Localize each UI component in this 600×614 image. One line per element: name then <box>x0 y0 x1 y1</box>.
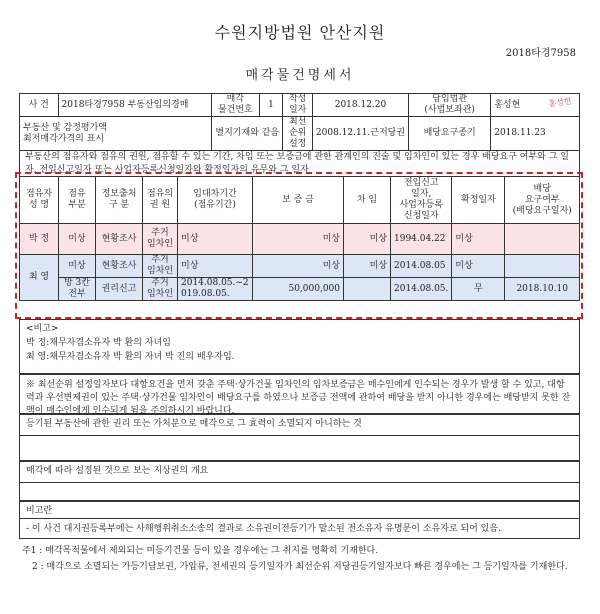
written-label: 작성 일자 <box>283 94 313 117</box>
info-source: 현황조사 <box>96 224 143 255</box>
table-row <box>20 255 580 278</box>
deadline-label: 배당요구종기 <box>409 117 491 151</box>
footnote-1: 주1 : 매각목적물에서 제외되는 미등기건물 등이 있을 경우에는 그 취지를 명확히 기재한다. <box>22 546 379 556</box>
occupancy-table <box>19 176 580 301</box>
rent <box>344 278 391 301</box>
occupancy-notice: 부동산의 점유자와 점유의 권원, 점유할 수 있는 기간, 차임 또는 보증금에 관한 관계인의 진술 및 임차인이 있는 경우 배당요구 여부와 그 일자, 전입신고일자 또는 사업자등록신청일자와 확정일자의 유무와 그 일자 <box>19 149 580 176</box>
dividend-claim: 2018.10.10 <box>505 278 580 301</box>
remarks-line-1: 박 정:채무자겸소유자 박 환의 자녀임 <box>26 338 171 348</box>
rent: 미상 <box>344 255 391 278</box>
info-source: 현황조사 <box>96 255 143 278</box>
info-source: 권리신고 <box>96 278 143 301</box>
col-header-move-in: 전입신고 일자, 사업자등록 신청일자 <box>391 177 452 224</box>
written-date: 2018.12.20 <box>312 94 408 117</box>
rent: 미상 <box>344 224 391 255</box>
etc-section <box>19 501 580 539</box>
occupancy-title: 주거 임차인 <box>143 255 178 278</box>
col-header-part: 점유 부분 <box>59 177 96 224</box>
item-no: 1 <box>259 94 283 117</box>
dividend-claim <box>505 224 580 255</box>
lease-period: 2014.08.05.~2 019.08.05. <box>178 278 253 301</box>
registered-rights-section <box>19 414 580 461</box>
move-in-date: 1994.04.22 <box>391 224 452 255</box>
occupant-name: 최 영 <box>20 255 59 301</box>
senior-label: 최선순위 설정 <box>283 117 313 151</box>
col-header-deposit: 보 증 금 <box>253 177 344 224</box>
lease-period: 미상 <box>178 255 253 278</box>
seal-text: 홍성현 <box>547 96 573 109</box>
deadline-value: 2018.11.23 <box>491 117 580 151</box>
occupancy-title: 주거 임차인 <box>143 278 178 301</box>
col-header-fixed-date: 확정일자 <box>452 177 505 224</box>
warning-section: ※ 최선순위 설정일자보다 대항요건을 먼저 갖춘 주택·상가건물 임차인의 임차보증금은 매수인에게 인수되는 경우가 발생 할 수 있고, 대항력과 우선변제권이 있는 주택·상가건물 임차인이 배당요구를 하였으나 보증금 전액에 관하여 배당을 받지 아니한 경우에는 배당받지 못한 잔액이 매수인에게 인수되게 됨을 주의하시기 바랍니다. <box>19 374 580 414</box>
case-number: 2018타경7958 <box>505 48 576 59</box>
col-header-title: 점유의 권 원 <box>143 177 178 224</box>
table-row <box>20 278 580 301</box>
deposit: 미상 <box>253 224 344 255</box>
judge-label: 담임법관 (사법보좌관) <box>409 94 491 117</box>
occupied-part: 미상 <box>59 224 96 255</box>
col-header-rent: 차 임 <box>344 177 391 224</box>
divider <box>20 482 579 483</box>
superficies-label: 매각에 따라 설정된 것으로 보는 지상권의 개요 <box>26 466 209 476</box>
dividend-claim <box>505 255 580 278</box>
registered-rights-label: 등기된 부동산에 관한 권리 또는 가처분으로 매각으로 그 효력이 소멸되지 아니하는 것 <box>26 419 362 429</box>
deposit: 50,000,000 <box>253 278 344 301</box>
move-in-date: 2014.08.05 <box>391 255 452 278</box>
etc-text: - 이 사건 대지권등록부에는 사해행위취소소송의 결과로 소유권이전등기가 말소된 전소유자 유명문이 소유자로 되어 있음. <box>26 524 501 534</box>
superficies-section <box>19 461 580 501</box>
document-title: 매각물건명세서 <box>245 68 355 83</box>
occupancy-title: 주거 임차인 <box>143 224 178 255</box>
case-value: 2018타경7958 부동산임의경매 <box>58 94 212 117</box>
remarks-section <box>19 319 580 374</box>
col-header-period: 임대차기간 (점유기간) <box>178 177 253 224</box>
property-label: 부동산 및 감정평가액 최저매각가격의 표시 <box>20 117 212 151</box>
property-value: 별지기재와 같음 <box>212 117 283 151</box>
col-header-claim: 배당 요구여부 (배당요구일자) <box>505 177 580 224</box>
judge-seal-stamp <box>546 96 575 123</box>
fixed-date: 미상 <box>452 224 505 255</box>
judge-name: 홍성현 <box>491 94 580 117</box>
table-row <box>20 224 580 255</box>
occupied-part: 미상 <box>59 255 96 278</box>
item-no-label: 매각 물건번호 <box>212 94 260 117</box>
etc-title: 비고란 <box>26 506 53 516</box>
lease-period: 미상 <box>178 224 253 255</box>
fixed-date: 미상 <box>452 255 505 278</box>
remarks-line-2: 최 영:채무자겸소유자 박 환의 자녀 박 진의 배우자임. <box>26 352 235 362</box>
court-name: 수원지방법원 안산지원 <box>214 23 386 42</box>
case-info-table <box>19 93 580 151</box>
footnote-2: 2 : 매각으로 소멸되는 가등기담보권, 가압류, 전세권의 등기일자가 최선순위 저당권등기일자보다 빠른 경우에는 그 등기일자를 기재한다. <box>32 562 568 572</box>
deposit: 미상 <box>253 255 344 278</box>
move-in-date: 2014.08.05. <box>391 278 452 301</box>
case-label: 사 건 <box>20 94 59 117</box>
remarks-title: <비고> <box>26 324 59 334</box>
divider <box>20 435 579 436</box>
col-header-occupant: 점유자 성 명 <box>20 177 59 224</box>
senior-value: 2008.12.11.근저당권 <box>312 117 408 151</box>
occupied-part: 방 3칸 전부 <box>59 278 96 301</box>
fixed-date: 무 <box>452 278 505 301</box>
col-header-source: 정보출처 구 분 <box>96 177 143 224</box>
occupant-name: 박 정 <box>20 224 59 255</box>
